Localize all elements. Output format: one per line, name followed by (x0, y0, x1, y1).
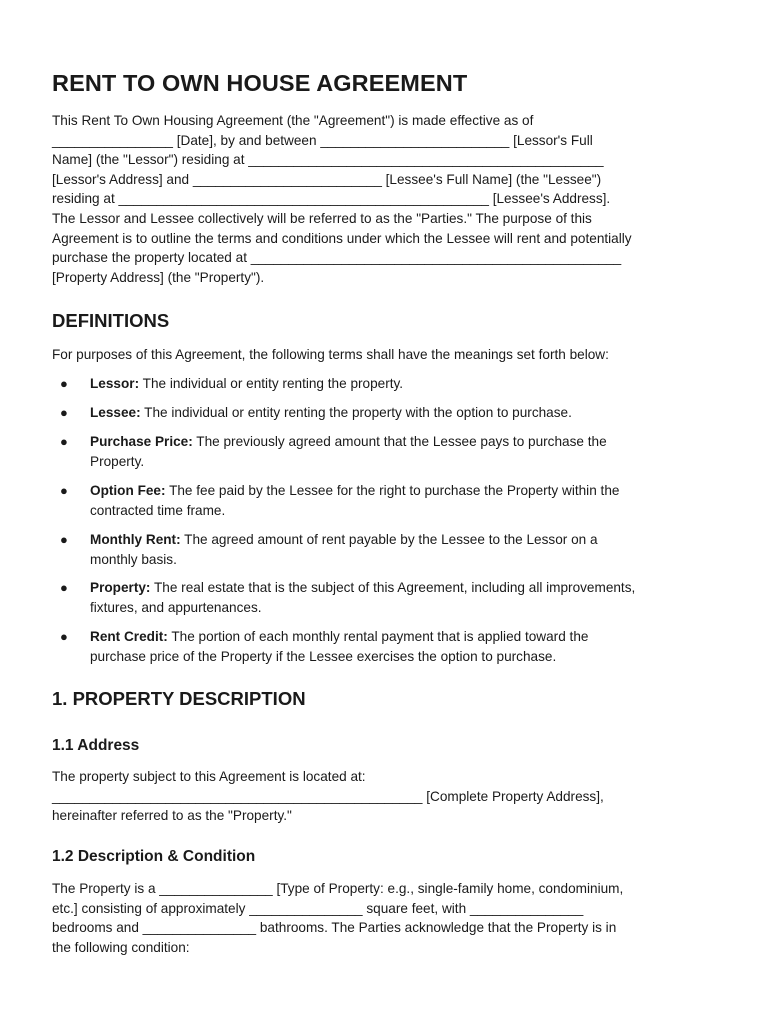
intro-line: [Property Address] (the "Property"). (52, 269, 265, 285)
intro-line: purchase the property located at _________________________________________________ (52, 250, 622, 266)
bullet-icon: ● (60, 532, 68, 547)
definition-term: Lessee: (90, 405, 141, 420)
definition-text: The real estate that is the subject of this Agreement, including all improvements, (153, 580, 636, 595)
bullet-icon: ● (60, 405, 68, 420)
definition-term: Option Fee: (90, 483, 166, 498)
bullet-icon: ● (60, 434, 68, 449)
intro-line: Name] (the "Lessor") residing at _______________________________________________ (52, 152, 604, 168)
definition-text: contracted time frame. (90, 502, 226, 518)
intro-line: residing at _________________________________________________ [Lessee's Address]. (52, 191, 611, 207)
bullet-icon: ● (60, 580, 68, 595)
intro-line: [Lessor's Address] and _________________________ [Lessee's Full Name] (the "Lessee") (52, 171, 602, 187)
definition-text: monthly basis. (90, 551, 177, 567)
definition-text: The fee paid by the Lessee for the right to purchase the Property within the (169, 483, 620, 498)
definition-text: The individual or entity renting the property. (142, 376, 404, 391)
definition-term: Purchase Price: (90, 434, 193, 449)
definition-text: The portion of each monthly rental payment that is applied toward the (171, 629, 589, 644)
definition-term: Monthly Rent: (90, 532, 181, 547)
definition-text: The individual or entity renting the property with the option to purchase. (144, 405, 572, 420)
intro-line: ________________ [Date], by and between _________________________ [Lessor's Full (52, 132, 593, 148)
intro-line: Agreement is to outline the terms and conditions under which the Lessee will rent and potentially (52, 230, 632, 246)
definition-term: Lessor: (90, 376, 140, 391)
bullet-icon: ● (60, 376, 68, 391)
section-heading-property-description: 1. PROPERTY DESCRIPTION (52, 688, 306, 709)
subsection-heading-address: 1.1 Address (52, 737, 140, 754)
definitions-intro: For purposes of this Agreement, the following terms shall have the meanings set forth below: (52, 347, 609, 362)
intro-line: The Lessor and Lessee collectively will be referred to as the "Parties." The purpose of this (52, 210, 592, 226)
definition-text: The agreed amount of rent payable by the Lessee to the Lessor on a (184, 532, 598, 547)
intro-paragraph (52, 111, 632, 287)
definition-term: Rent Credit: (90, 629, 168, 644)
definition-term: Property: (90, 580, 151, 595)
definitions-heading: DEFINITIONS (52, 310, 170, 331)
definition-text: The previously agreed amount that the Lessee pays to purchase the (196, 434, 607, 449)
description-paragraph: The Property is a _______________ [Type of Property: e.g., single-family home, condominium, etc.] consisting of approximately _______________ square feet, with _______________ bedrooms and _______________ bathrooms. The Parties acknowledge that the Property is in the following condition: (52, 881, 624, 955)
bullet-icon: ● (60, 629, 68, 644)
bullet-icon: ● (60, 483, 68, 498)
document-title: RENT TO OWN HOUSE AGREEMENT (52, 70, 468, 96)
definition-text: fixtures, and appurtenances. (90, 599, 262, 615)
definition-text: Property. (90, 453, 145, 469)
address-paragraph: The property subject to this Agreement is located at: _________________________________________________ [Complete Property Address], hereinafter referred to as the "Property." (52, 769, 604, 824)
subsection-heading-description: 1.2 Description & Condition (52, 848, 256, 865)
definition-text: purchase price of the Property if the Lessee exercises the option to purchase. (90, 648, 557, 664)
intro-line: This Rent To Own Housing Agreement (the "Agreement") is made effective as of (52, 113, 534, 128)
